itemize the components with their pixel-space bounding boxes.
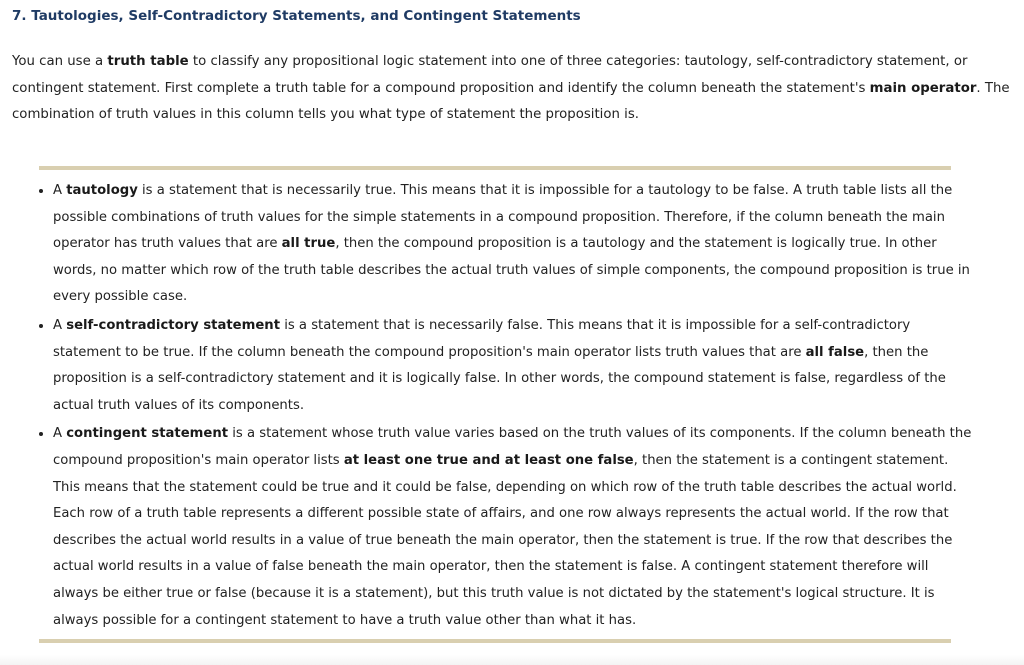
definition-text: is a statement that is necessarily true. This means that it is impossible for a tautology to be false. A truth table lists all the possible combinations of truth values for the simple statements in a compound proposition. Therefore, if the column beneath the main operator has truth values that are bbox=[53, 183, 953, 252]
top-divider bbox=[39, 166, 951, 170]
definition-emphasis: at least one true and at least one false bbox=[343, 452, 634, 468]
definition-term: tautology bbox=[66, 183, 138, 198]
definition-contingent bbox=[53, 421, 973, 634]
definition-list bbox=[32, 178, 973, 636]
definition-text: A bbox=[53, 183, 67, 198]
definition-text: , then the compound proposition is a tautology and the statement is logically true. In other words, no matter which row of the truth table describes the actual truth values of simple components, the compound proposition is true in every possible case. bbox=[53, 236, 970, 305]
intro-text-1: You can use a bbox=[12, 54, 108, 69]
section-title: 7. Tautologies, Self-Contradictory Statements, and Contingent Statements bbox=[12, 8, 581, 24]
page-bottom-edge bbox=[0, 655, 1024, 665]
intro-text-2: to classify any propositional logic statement into one of three categories: tautology, self-contradictory statement, or contingent statement. First complete a truth table for a compound proposition and identify the column beneath the statement's bbox=[12, 54, 968, 96]
definition-term: self-contradictory statement bbox=[66, 317, 280, 333]
intro-paragraph bbox=[12, 49, 1012, 129]
definition-term: contingent statement bbox=[66, 426, 229, 442]
definition-text: , then the statement is a contingent statement. This means that the statement could be true and it could be false, depending on which row of the truth table describes the actual world. Each row of a truth table represents a different possible state of affairs, and one row always represents the actual world. If the row that describes the actual world results in a value of true beneath the main operator, then the statement is true. If the row that describes the actual world results in a value of false beneath the main operator, then the statement is false. A contingent statement therefore will always be either true or false (because it is a statement), but this truth value is not dictated by the statement's logical structure. It is always possible for a contingent statement to have a truth value other than what it has. bbox=[53, 452, 957, 628]
definition-text: is a statement that is necessarily false. This means that it is impossible for a self-contradictory statement to be true. If the column beneath the compound proposition's main operator lists truth values that are bbox=[53, 317, 911, 360]
definition-emphasis: all true bbox=[281, 236, 336, 252]
intro-text-3: . The combination of truth values in this column tells you what type of statement the proposition is. bbox=[12, 80, 1010, 122]
definition-text: A bbox=[53, 426, 67, 442]
definition-self-contradictory bbox=[53, 313, 973, 419]
intro-term-truth-table: truth table bbox=[107, 54, 189, 69]
definition-tautology bbox=[53, 178, 973, 311]
definition-text: A bbox=[53, 317, 67, 333]
definition-text: , then the proposition is a self-contradictory statement and it is logically false. In other words, the compound statement is false, regardless of the actual truth values of its components. bbox=[53, 344, 946, 413]
definition-text: is a statement whose truth value varies based on the truth values of its components. If the column beneath the compound proposition's main operator lists bbox=[53, 426, 972, 468]
definition-emphasis: all false bbox=[805, 344, 865, 360]
bottom-divider bbox=[39, 639, 951, 643]
intro-term-main-operator: main operator bbox=[869, 80, 977, 96]
